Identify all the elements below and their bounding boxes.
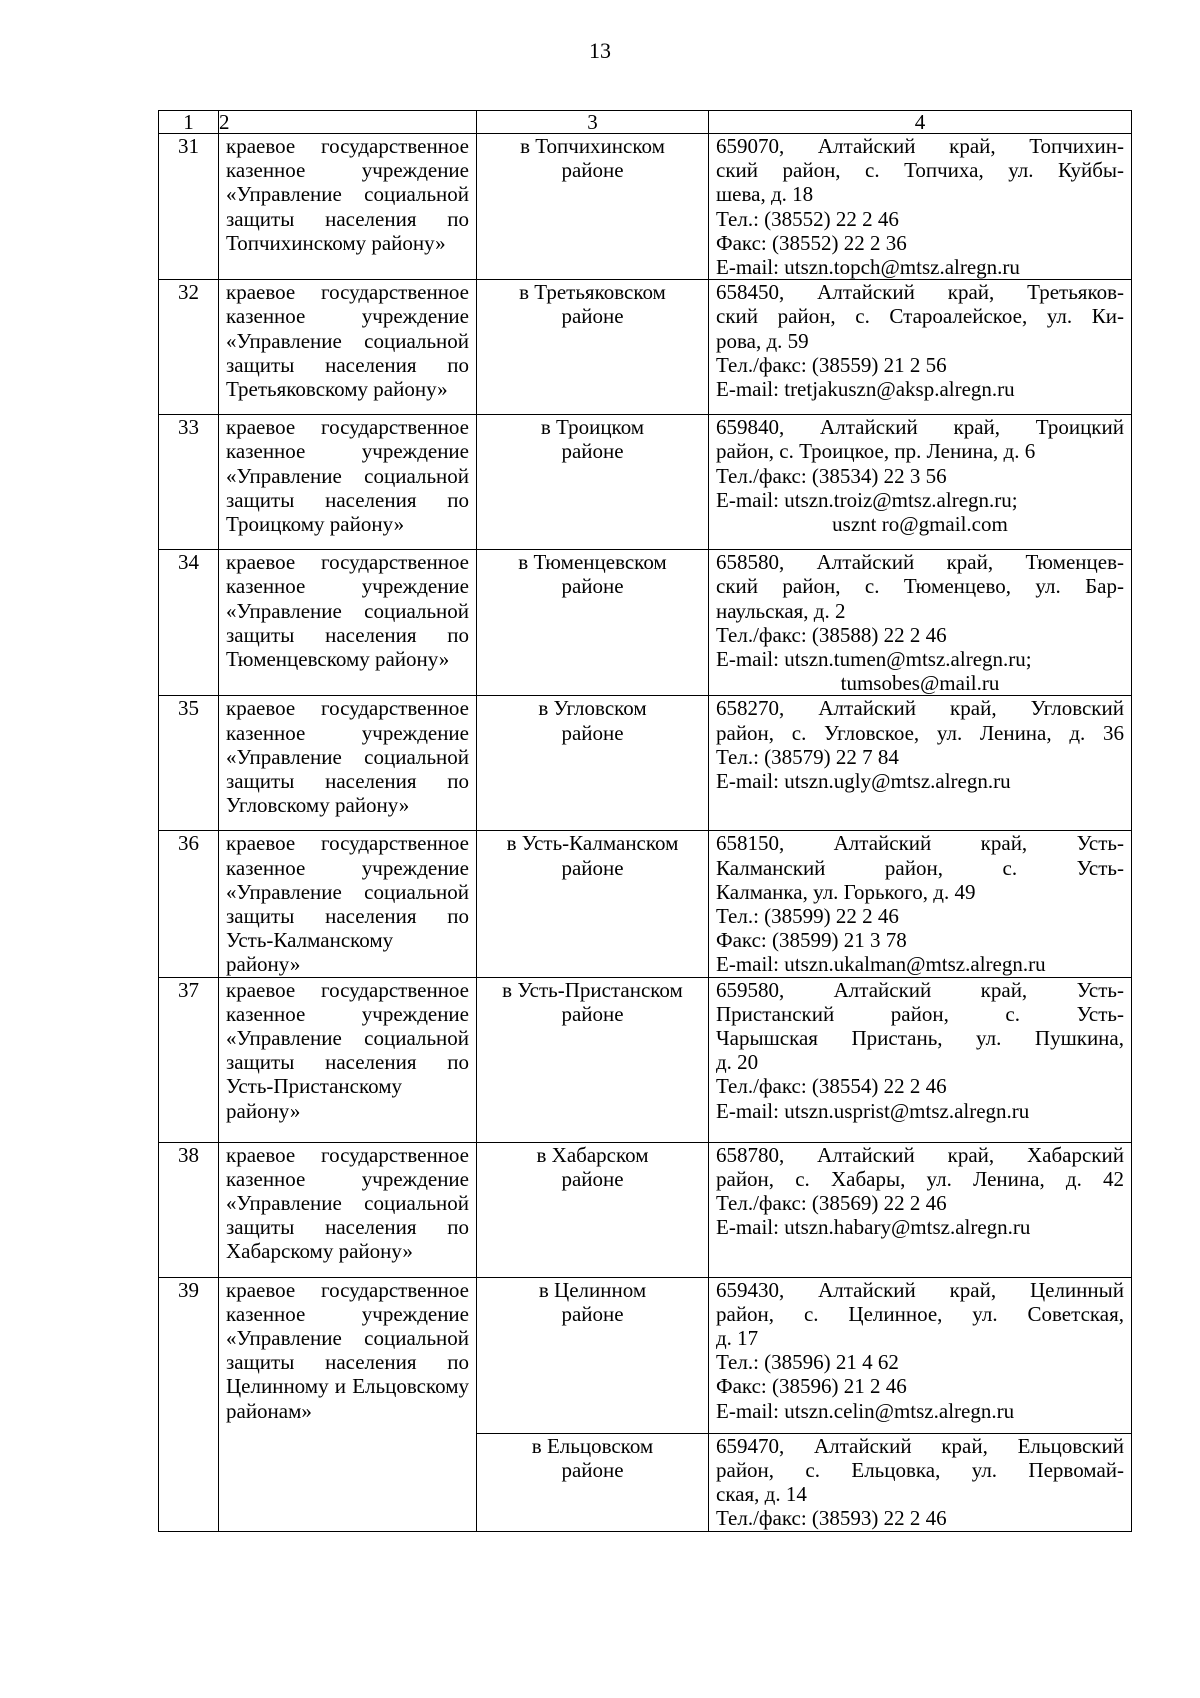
address-line: Тел./факс: (38588) 22 2 46	[716, 622, 947, 647]
header-cell: 2	[219, 111, 477, 134]
agency-name: краевое государственное казенное учреждение «Управление социальной защиты населения по Третьяковскому району»	[219, 280, 477, 415]
address-line: Тел./факс: (38593) 22 2 46	[716, 1506, 947, 1531]
address-line: Калманка, ул. Горького, д. 49	[716, 879, 976, 904]
district-line: в Угловском	[538, 696, 647, 721]
district-line: районе	[561, 1001, 624, 1026]
row-number: 35	[159, 696, 219, 831]
district-line: районе	[561, 720, 624, 745]
address-cell	[709, 831, 1132, 977]
address-line: 658580, Алтайский край, Тюменцев-	[716, 550, 1124, 575]
address-line: 658780, Алтайский край, Хабарский	[716, 1142, 1124, 1167]
header-cell: 1	[159, 111, 219, 134]
row-number: 38	[159, 1142, 219, 1277]
district-cell	[477, 415, 709, 550]
header-cell: 4	[709, 111, 1132, 134]
address-line: Тел.: (38596) 21 4 62	[716, 1350, 899, 1375]
agency-name: краевое государственное казенное учреждение «Управление социальной защиты населения по Усть-Пристанскому району»	[219, 977, 477, 1142]
table-row	[159, 831, 1132, 977]
row-number: 39	[159, 1277, 219, 1531]
address-line: д. 20	[716, 1050, 759, 1075]
table-row	[159, 280, 1132, 415]
district-cell	[477, 1277, 709, 1433]
address-line: Тел.: (38599) 22 2 46	[716, 904, 899, 929]
table-row	[159, 550, 1132, 696]
district-line: районе	[561, 439, 624, 464]
row-number: 37	[159, 977, 219, 1142]
address-line: Тел./факс: (38559) 21 2 56	[716, 352, 947, 377]
district-line: районе	[561, 1457, 624, 1482]
address-line: Пристанский район, с. Усть-	[716, 1001, 1124, 1026]
address-line: Тел./факс: (38534) 22 3 56	[716, 463, 947, 488]
address-line: 658270, Алтайский край, Угловский	[716, 696, 1124, 721]
address-line: Факс: (38599) 21 3 78	[716, 928, 907, 953]
district-line: районе	[561, 574, 624, 599]
address-cell	[709, 696, 1132, 831]
address-line: шева, д. 18	[716, 182, 814, 207]
district-line: в Усть-Калманском	[506, 831, 679, 856]
address-cell	[709, 280, 1132, 415]
table-row	[159, 134, 1132, 280]
agencies-table	[158, 110, 1132, 1532]
district-cell	[477, 1142, 709, 1277]
address-line: E-mail: utszn.topch@mtsz.alregn.ru	[716, 255, 1020, 280]
address-line: E-mail: utszn.troiz@mtsz.alregn.ru;	[716, 487, 1018, 512]
address-line: район, с. Троицкое, пр. Ленина, д. 6	[716, 439, 1036, 464]
district-line: районе	[561, 158, 624, 183]
address-line: tumsobes@mail.ru	[840, 671, 1000, 696]
address-line: наульская, д. 2	[716, 598, 846, 623]
address-line: район, с. Хабары, ул. Ленина, д. 42	[716, 1166, 1124, 1191]
address-line: ская, д. 14	[716, 1482, 807, 1507]
district-line: в Третьяковском	[519, 280, 666, 305]
agency-name: краевое государственное казенное учреждение «Управление социальной защиты населения по Целинному и Ельцовскому районам»	[219, 1277, 477, 1531]
agency-name: краевое государственное казенное учреждение «Управление социальной защиты населения по Топчихинскому району»	[219, 134, 477, 280]
address-cell	[709, 550, 1132, 696]
address-line: E-mail: utszn.ugly@mtsz.alregn.ru	[716, 769, 1011, 794]
address-line: район, с. Ельцовка, ул. Первомай-	[716, 1457, 1124, 1482]
agency-name: краевое государственное казенное учреждение «Управление социальной защиты населения по Усть-Калманскому району»	[219, 831, 477, 977]
agency-name: краевое государственное казенное учреждение «Управление социальной защиты населения по Угловскому району»	[219, 696, 477, 831]
district-line: в Тюменцевском	[518, 550, 667, 575]
address-cell	[709, 977, 1132, 1142]
address-cell	[709, 1433, 1132, 1531]
district-line: районе	[561, 1301, 624, 1326]
address-line: E-mail: utszn.ukalman@mtsz.alregn.ru	[716, 952, 1046, 977]
district-line: в Троицком	[540, 415, 645, 440]
district-cell	[477, 134, 709, 280]
district-line: в Ельцовском	[531, 1433, 654, 1458]
district-line: в Топчихинском	[520, 134, 665, 158]
address-line: 659580, Алтайский край, Усть-	[716, 977, 1124, 1002]
district-line: в Хабарском	[536, 1142, 649, 1167]
address-line: ский район, с. Топчиха, ул. Куйбы-	[716, 158, 1124, 183]
address-line: E-mail: utszn.celin@mtsz.alregn.ru	[716, 1398, 1015, 1423]
table-row	[159, 696, 1132, 831]
row-number: 34	[159, 550, 219, 696]
table-row	[159, 1142, 1132, 1277]
district-cell	[477, 831, 709, 977]
address-cell	[709, 1277, 1132, 1433]
address-line: 659070, Алтайский край, Топчихин-	[716, 134, 1124, 158]
district-cell	[477, 280, 709, 415]
district-line: в Усть-Пристанском	[502, 977, 683, 1002]
address-line: 658450, Алтайский край, Третьяков-	[716, 280, 1124, 305]
address-line: E-mail: utszn.usprist@mtsz.alregn.ru	[716, 1098, 1030, 1123]
header-cell: 3	[477, 111, 709, 134]
page-number: 13	[589, 38, 611, 63]
district-cell	[477, 550, 709, 696]
address-cell	[709, 415, 1132, 550]
address-line: E-mail: tretjakuszn@aksp.alregn.ru	[716, 377, 1015, 402]
agency-name: краевое государственное казенное учреждение «Управление социальной защиты населения по Хабарскому району»	[219, 1142, 477, 1277]
address-line: Тел.: (38579) 22 7 84	[716, 744, 899, 769]
district-line: районе	[561, 855, 624, 880]
address-line: 659840, Алтайский край, Троицкий	[716, 415, 1124, 440]
address-line: район, с. Целинное, ул. Советская,	[716, 1301, 1124, 1326]
address-line: Факс: (38552) 22 2 36	[716, 230, 907, 255]
district-cell	[477, 1433, 709, 1531]
address-line: Чарышская Пристань, ул. Пушкина,	[716, 1026, 1124, 1051]
district-line: районе	[561, 1166, 624, 1191]
address-line: район, с. Угловское, ул. Ленина, д. 36	[716, 720, 1124, 745]
agency-name: краевое государственное казенное учреждение «Управление социальной защиты населения по Тюменцевскому району»	[219, 550, 477, 696]
address-cell	[709, 134, 1132, 280]
row-number: 32	[159, 280, 219, 415]
address-line: рова, д. 59	[716, 328, 809, 353]
address-line: Тел./факс: (38569) 22 2 46	[716, 1191, 947, 1216]
district-cell	[477, 696, 709, 831]
address-line: Тел./факс: (38554) 22 2 46	[716, 1074, 947, 1099]
address-cell	[709, 1142, 1132, 1277]
district-line: в Целинном	[538, 1277, 647, 1302]
row-number: 36	[159, 831, 219, 977]
table-row	[159, 415, 1132, 550]
agency-name: краевое государственное казенное учреждение «Управление социальной защиты населения по Троицкому району»	[219, 415, 477, 550]
address-line: ский район, с. Староалейское, ул. Ки-	[716, 304, 1124, 329]
district-cell	[477, 977, 709, 1142]
address-line: 659430, Алтайский край, Целинный	[716, 1277, 1124, 1302]
table-header-row	[159, 111, 1132, 134]
table-row	[159, 977, 1132, 1142]
address-line: Факс: (38596) 21 2 46	[716, 1374, 907, 1399]
address-line: Калманский район, с. Усть-	[716, 855, 1124, 880]
address-line: ский район, с. Тюменцево, ул. Бар-	[716, 574, 1124, 599]
table-row	[159, 1277, 1132, 1433]
address-line: E-mail: utszn.tumen@mtsz.alregn.ru;	[716, 647, 1032, 672]
address-line: 659470, Алтайский край, Ельцовский	[716, 1433, 1124, 1458]
address-line: д. 17	[716, 1326, 759, 1351]
address-line: 658150, Алтайский край, Усть-	[716, 831, 1124, 856]
address-line: E-mail: utszn.habary@mtsz.alregn.ru	[716, 1215, 1031, 1240]
row-number: 31	[159, 134, 219, 280]
address-line: Тел.: (38552) 22 2 46	[716, 206, 899, 231]
district-line: районе	[561, 304, 624, 329]
row-number: 33	[159, 415, 219, 550]
address-line: usznt ro@gmail.com	[832, 512, 1008, 537]
